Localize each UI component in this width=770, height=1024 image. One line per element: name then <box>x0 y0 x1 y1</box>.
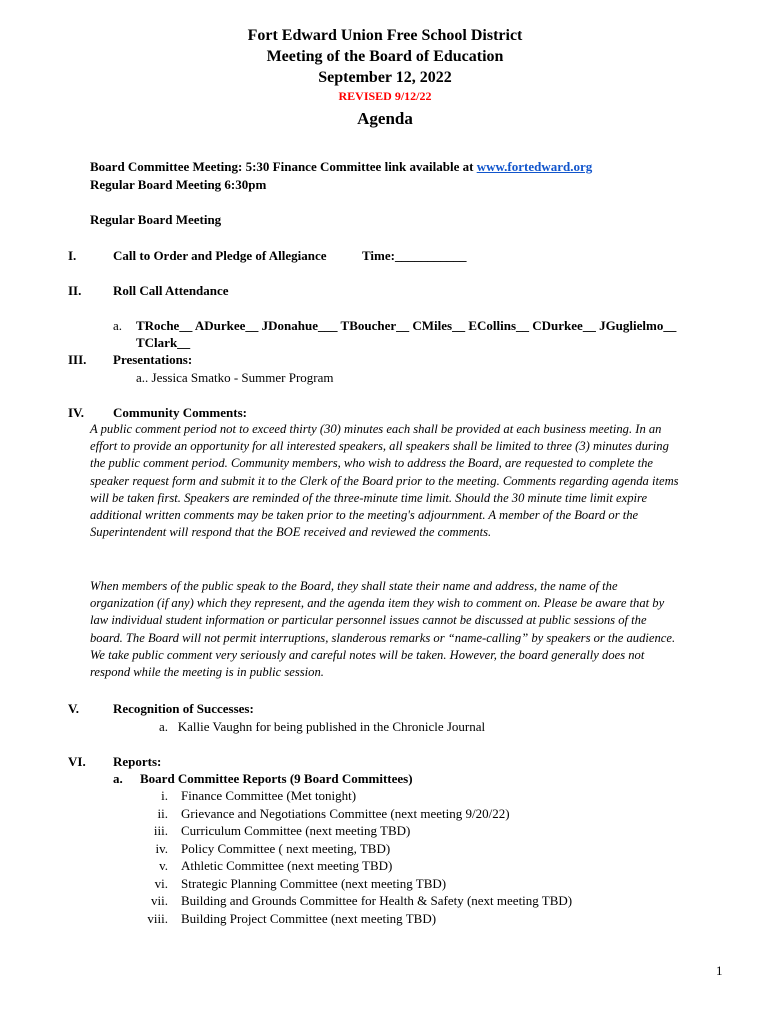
item-label-community-comments: Community Comments: <box>113 405 247 420</box>
item-number-5: V. <box>68 701 79 716</box>
regular-meeting-heading: Regular Board Meeting <box>90 212 222 227</box>
district-name: Fort Edward Union Free School District <box>247 27 523 44</box>
item-label-call-to-order: Call to Order and Pledge of Allegiance <box>113 248 327 263</box>
item-label-roll-call: Roll Call Attendance <box>113 283 229 298</box>
committee-item: Curriculum Committee (next meeting TBD) <box>181 823 411 838</box>
item-number-4: IV. <box>68 405 85 420</box>
committee-item: Building Project Committee (next meeting TBD) <box>181 911 437 926</box>
committee-number: vii. <box>151 893 168 908</box>
meeting-date: September 12, 2022 <box>318 69 452 86</box>
committee-item: Grievance and Negotiations Committee (next meeting 9/20/22) <box>181 806 510 821</box>
committee-number: iv. <box>155 841 168 856</box>
item-number-1: I. <box>68 248 77 263</box>
board-committee-reports: Board Committee Reports (9 Board Committees) <box>140 771 413 786</box>
committee-number: iii. <box>153 823 168 838</box>
committee-item: Policy Committee ( next meeting, TBD) <box>181 841 391 856</box>
committee-item: Building and Grounds Committee for Health & Safety (next meeting TBD) <box>181 893 573 908</box>
committee-number: viii. <box>147 911 168 926</box>
item-number-2: II. <box>68 283 82 298</box>
item-number-3: III. <box>68 352 87 367</box>
reports-sub-marker: a. <box>113 771 123 786</box>
committee-number: i. <box>161 788 168 803</box>
item-number-6: VI. <box>68 754 86 769</box>
roll-call-names: TRoche__ ADurkee__ JDonahue___ TBoucher__ CMiles__ ECollins__ CDurkee__ JGuglielmo__ <box>136 318 677 333</box>
recognition-item: a. Kallie Vaughn for being published in the Chronicle Journal <box>159 719 486 734</box>
regular-meeting-time: Regular Board Meeting 6:30pm <box>90 177 267 192</box>
committee-number: vi. <box>154 876 168 891</box>
presentation-item: a.. Jessica Smatko - Summer Program <box>136 370 334 385</box>
item-label-reports: Reports: <box>113 754 162 769</box>
meeting-title: Meeting of the Board of Education <box>266 48 504 65</box>
comments-policy-paragraph-1: A public comment period not to exceed thirty (30) minutes each shall be provided at each business meeting. In an effort to provide an opportunity for all interested speakers, all speakers shall be limited to three (3) minutes during the public comment period. Community members, who wish to address the Board, are requested to complete the speaker request form and submit it to the Clerk of the Board prior to the meeting. Comments regarding agenda items will be taken first. Speakers are reminded of the three-minute time limit. Should the 30 minute time limit expire additional written comments may be taken prior to the meeting's adjournment. A member of the Board or the Superintendent will respond that the BOE received and reviewed the comments. <box>90 422 679 540</box>
committee-item: Finance Committee (Met tonight) <box>181 788 357 803</box>
committee-meeting-line <box>90 158 592 175</box>
committee-number: v. <box>159 858 168 873</box>
revised-note: REVISED 9/12/22 <box>338 89 432 103</box>
committee-item: Athletic Committee (next meeting TBD) <box>181 858 393 873</box>
roll-call-names-continued: TClark__ <box>136 335 191 350</box>
roll-call-marker: a. <box>113 318 123 333</box>
committee-item: Strategic Planning Committee (next meeting TBD) <box>181 876 447 891</box>
committee-number: ii. <box>157 806 168 821</box>
time-field: Time:___________ <box>362 248 467 263</box>
district-website-link[interactable]: www.fortedward.org <box>476 159 593 174</box>
page-number: 1 <box>716 963 723 978</box>
committee-meeting-text: Board Committee Meeting: 5:30 Finance Committee link available at <box>90 159 477 174</box>
agenda-title: Agenda <box>357 109 413 128</box>
document-header <box>0 25 770 129</box>
comments-policy-paragraph-2: When members of the public speak to the Board, they shall state their name and address, the name of the organization (if any) which they represent, and the agenda item they wish to comment on. Please be aware that by law individual student information or particular personnel issues cannot be discussed at public sessions of the board. The Board will not permit interruptions, slanderous remarks or “name-calling” by speakers or the audience. We take public comment very seriously and careful notes will be taken. However, the board generally does not respond while the meeting is in public session. <box>90 579 676 680</box>
item-label-presentations: Presentations: <box>113 352 193 367</box>
item-label-recognition: Recognition of Successes: <box>113 701 254 716</box>
